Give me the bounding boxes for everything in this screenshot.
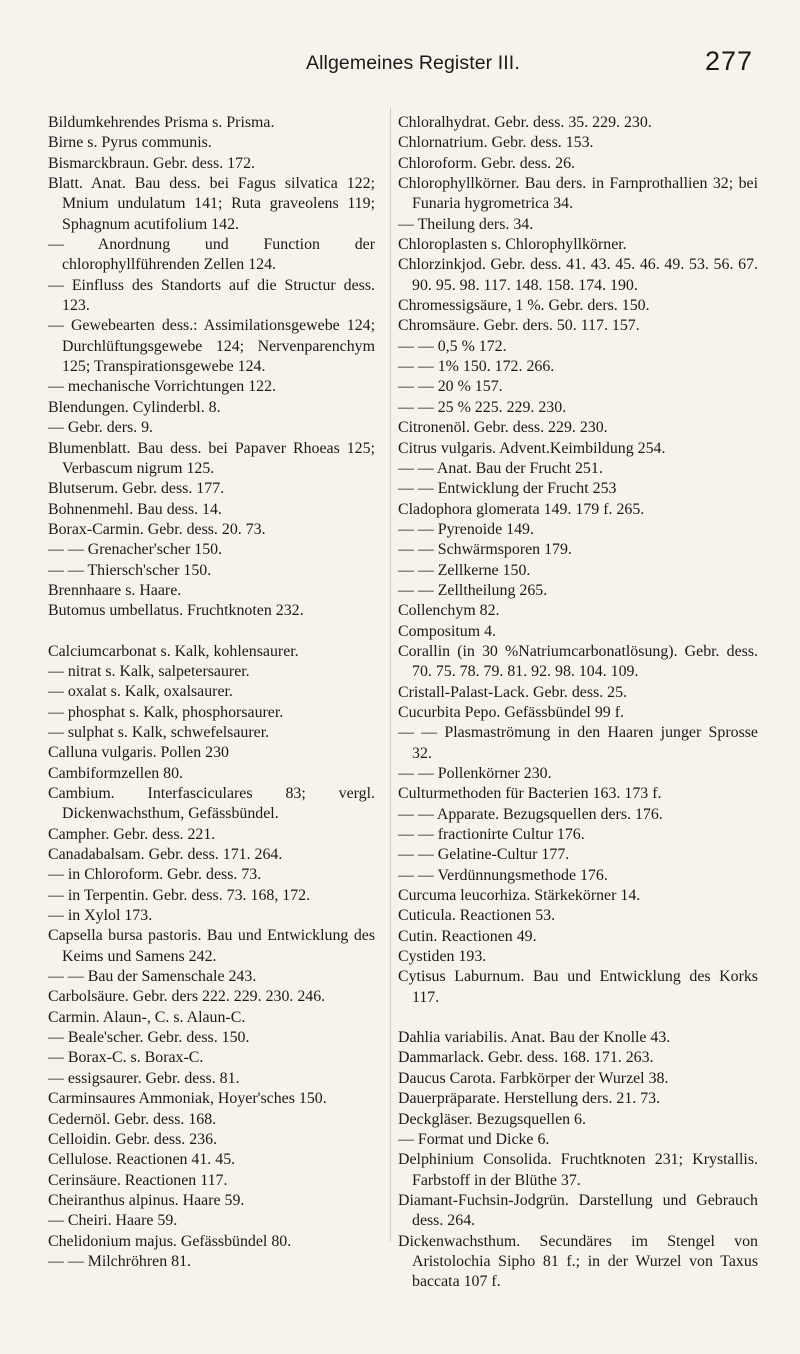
index-entry: Celloidin. Gebr. dess. 236. [48,1130,218,1148]
index-entry: — — 20 % 157. [398,378,503,396]
running-title: Allgemeines Register III. [306,52,520,74]
index-entry: Carmin. Alaun-, C. s. Alaun-C. [48,1008,246,1026]
index-entry: Blendungen. Cylinderbl. 8. [48,398,221,416]
index-entry: — — fractionirte Cultur 176. [398,826,585,844]
index-entry: Blumenblatt. Bau dess. bei Papaver Rhoeas 125; Verbascum nigrum 125. [48,439,375,477]
index-entry: Chelidonium majus. Gefässbündel 80. [48,1232,292,1250]
page-number: 277 [705,46,754,76]
index-entry: Cambiformzellen 80. [48,764,184,782]
index-entry: — — Verdünnungsmethode 176. [398,866,608,884]
index-entry: — — Bau der Samenschale 243. [48,968,257,986]
index-entry: — in Xylol 173. [48,907,153,925]
index-entry: — Anordnung und Function der chlorophyllführenden Zellen 124. [48,236,375,274]
index-entry: Brennhaare s. Haare. [48,581,182,599]
index-entry: Chloralhydrat. Gebr. dess. 35. 229. 230. [398,114,652,131]
index-entry: — — Schwärmsporen 179. [398,541,572,559]
index-entry: — in Terpentin. Gebr. dess. 73. 168, 172. [48,886,311,904]
index-entry: Cytisus Laburnum. Bau und Entwicklung des Korks 117. [398,968,758,1006]
index-entry: Blutserum. Gebr. dess. 177. [48,480,225,498]
page-header [0,48,800,88]
index-entry: Carbolsäure. Gebr. ders 222. 229. 230. 246. [48,988,326,1006]
index-entry: Daucus Carota. Farbkörper der Wurzel 38. [398,1069,669,1087]
index-entry: — sulphat s. Kalk, schwefelsaurer. [48,723,270,741]
column-divider [390,107,391,1242]
index-column-right [398,113,758,1293]
index-entry: Cristall-Palast-Lack. Gebr. dess. 25. [398,683,628,701]
index-entry: Compositum 4. [398,622,497,640]
index-entry: Cutin. Reactionen 49. [398,927,537,945]
index-entry: — — 0,5 % 172. [398,337,507,355]
letter-section-gap [398,1008,758,1028]
index-entry: Blatt. Anat. Bau dess. bei Fagus silvatica 122; Mnium undulatum 141; Ruta graveolens 119; Sphagnum acutifolium 142. [48,175,375,233]
index-entry: Calluna vulgaris. Pollen 230 [48,744,229,762]
index-entry: — — Entwicklung der Frucht 253 [398,480,617,498]
index-entry: Dahlia variabilis. Anat. Bau der Knolle 43. [398,1029,671,1047]
index-entry: Chlorzinkjod. Gebr. dess. 41. 43. 45. 46. 49. 53. 56. 67. 90. 95. 98. 117. 148. 158. 174. 190. [398,256,758,294]
index-entry: — Cheiri. Haare 59. [48,1212,178,1230]
index-entry: Birne s. Pyrus communis. [48,134,212,152]
index-entry: — Gewebearten dess.: Assimilationsgewebe 124; Durchlüftungsgewebe 124; Nervenparenchym 125; Transpirationsgewebe 124. [48,317,375,376]
index-entry: Cucurbita Pepo. Gefässbündel 99 f. [398,703,624,721]
index-entry: Cuticula. Reactionen 53. [398,907,556,925]
index-entry: — Gebr. ders. 9. [48,419,154,437]
index-entry: — phosphat s. Kalk, phosphorsaurer. [48,703,284,721]
index-entry: Carminsaures Ammoniak, Hoyer'sches 150. [48,1090,327,1108]
index-entry: — Borax-C. s. Borax-C. [48,1049,204,1067]
index-entry: Chloroplasten s. Chlorophyllkörner. [398,236,627,254]
index-entry: Calciumcarbonat s. Kalk, kohlensaurer. [48,642,299,660]
index-entry: Chromessigsäure, 1 %. Gebr. ders. 150. [398,297,650,315]
index-entry: Dauerpräparate. Herstellung ders. 21. 73. [398,1090,661,1108]
index-entry: Culturmethoden für Bacterien 163. 173 f. [398,785,662,803]
index-column-left [48,113,375,1272]
index-entry: — — Zellkerne 150. [398,561,531,579]
index-entry: — in Chloroform. Gebr. dess. 73. [48,866,262,884]
index-entry: Chlorophyllkörner. Bau ders. in Farnprothallien 32; bei Funaria hygrometrica 34. [398,175,758,213]
index-entry: Delphinium Consolida. Fruchtknoten 231; Krystallis. Farbstoff in der Blüthe 37. [398,1151,758,1189]
index-entry: — — Grenacher'scher 150. [48,541,223,559]
index-entry: — — Plasmaströmung in den Haaren junger Sprosse 32. [398,724,758,762]
index-entry: Cambium. Interfasciculares 83; vergl. Dickenwachsthum, Gefässbündel. [48,785,375,823]
index-entry: — essigsaurer. Gebr. dess. 81. [48,1069,240,1087]
index-entry: Capsella bursa pastoris. Bau und Entwicklung des Keims und Samens 242. [48,927,375,965]
index-entry: Chromsäure. Gebr. ders. 50. 117. 157. [398,317,640,335]
index-entry: — — 1% 150. 172. 266. [398,358,555,376]
letter-section-gap [48,622,375,642]
index-entry: — — 25 % 225. 229. 230. [398,398,567,416]
index-entry: Cerinsäure. Reactionen 117. [48,1171,228,1189]
index-entry: — — Pollenkörner 230. [398,765,552,782]
index-entry: — oxalat s. Kalk, oxalsaurer. [48,683,233,701]
index-entry: Cellulose. Reactionen 41. 45. [48,1151,236,1169]
index-entry: Borax-Carmin. Gebr. dess. 20. 73. [48,520,266,538]
index-entry: — — Anat. Bau der Frucht 251. [398,459,603,477]
index-entry: — Format und Dicke 6. [398,1130,550,1148]
index-entry: Butomus umbellatus. Fruchtknoten 232. [48,602,304,620]
index-entry: — — Zelltheilung 265. [398,581,548,599]
index-entry: — Theilung ders. 34. [398,215,534,233]
index-entry: Citrus vulgaris. Advent.Keimbildung 254. [398,439,666,457]
index-entry: Dammarlack. Gebr. dess. 168. 171. 263. [398,1049,654,1067]
index-entry: Canadabalsam. Gebr. dess. 171. 264. [48,846,283,864]
index-entry: Cedernöl. Gebr. dess. 168. [48,1110,217,1128]
index-entry: Chloroform. Gebr. dess. 26. [398,154,575,172]
index-entry: Bildumkehrendes Prisma s. Prisma. [48,114,275,131]
index-entry: Collenchym 82. [398,602,500,620]
index-entry: — — Gelatine-Cultur 177. [398,846,570,864]
index-entry: Cheiranthus alpinus. Haare 59. [48,1191,245,1209]
index-entry: Campher. Gebr. dess. 221. [48,825,216,843]
index-entry: — — Pyrenoide 149. [398,520,534,538]
index-entry: Bismarckbraun. Gebr. dess. 172. [48,154,255,172]
index-entry: Citronenöl. Gebr. dess. 229. 230. [398,419,608,437]
index-entry: — — Apparate. Bezugsquellen ders. 176. [398,805,663,823]
index-entry: — — Milchröhren 81. [48,1252,191,1270]
index-entry: — — Thiersch'scher 150. [48,561,212,579]
index-entry: Dickenwachsthum. Secundäres im Stengel von Aristolochia Sipho 81 f.; in der Wurzel von Taxus baccata 107 f. [398,1232,758,1291]
index-entry: Bohnenmehl. Bau dess. 14. [48,500,222,518]
index-entry: Deckgläser. Bezugsquellen 6. [398,1110,586,1128]
index-entry: Diamant-Fuchsin-Jodgrün. Darstellung und Gebrauch dess. 264. [398,1191,758,1230]
index-entry: Curcuma leucorhiza. Stärkekörner 14. [398,887,641,905]
index-entry: Corallin (in 30 %Natriumcarbonatlösung). Gebr. dess. 70. 75. 78. 79. 81. 92. 98. 104. 109. [398,642,758,681]
index-entry: — Einfluss des Standorts auf die Structur dess. 123. [48,276,375,315]
index-entry: — mechanische Vorrichtungen 122. [48,378,277,396]
index-entry: Cystiden 193. [398,948,487,966]
index-entry: — nitrat s. Kalk, salpetersaurer. [48,662,250,680]
index-entry: Cladophora glomerata 149. 179 f. 265. [398,500,645,518]
index-entry: — Beale'scher. Gebr. dess. 150. [48,1029,250,1047]
index-entry: Chlornatrium. Gebr. dess. 153. [398,134,594,152]
